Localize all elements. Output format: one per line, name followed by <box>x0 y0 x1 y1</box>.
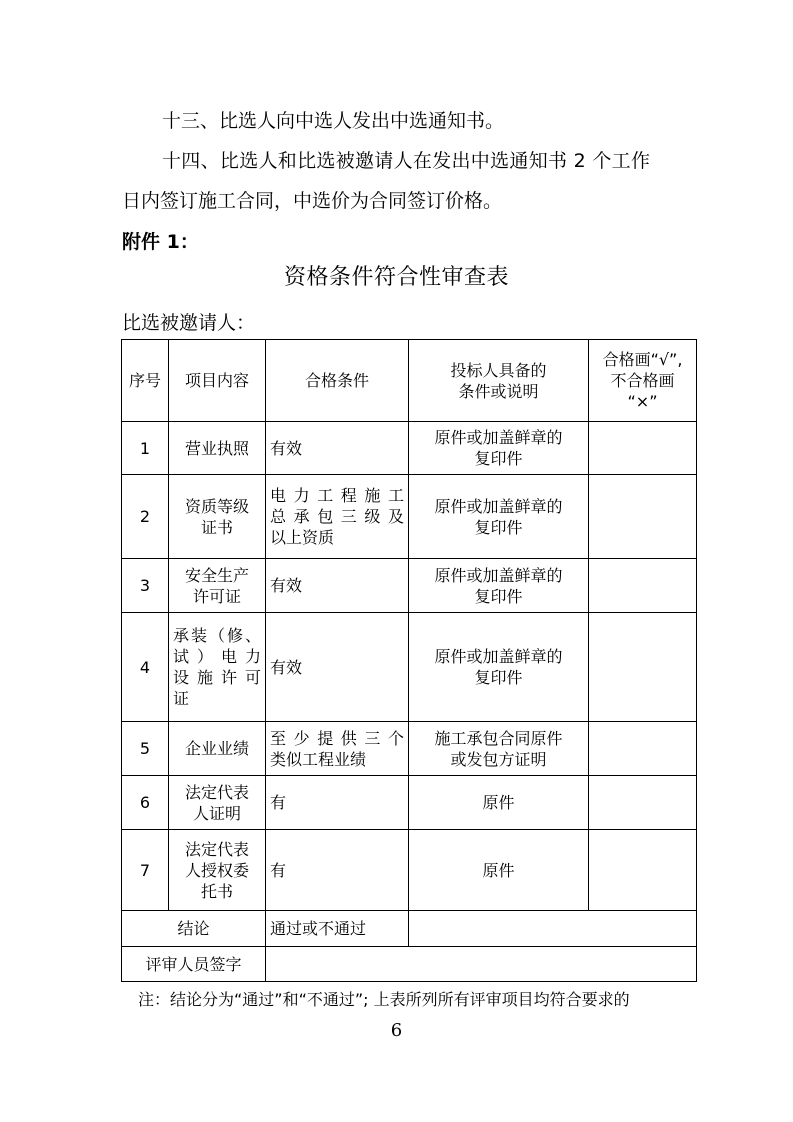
table-row: 4 承装（修、 试）电力 设施许可 证 有效 原件或加盖鲜章的 复印件 <box>122 613 697 722</box>
header-item: 项目内容 <box>169 340 266 422</box>
note-text: 注：结论分为“通过”和“不通过”; 上表所列所有评审项目均符合要求的 <box>138 990 630 1009</box>
conclusion-row <box>122 911 697 947</box>
conclusion-label: 结论 <box>122 911 266 947</box>
conclusion-input-cell[interactable] <box>409 911 697 947</box>
header-mark: 合格画“√”, 不合格画 “×” <box>589 340 697 422</box>
paragraph-item-14-line1: 十四、比选人和比选被邀请人在发出中选通知书 2 个工作 <box>162 150 651 172</box>
page-number: 6 <box>390 1020 403 1041</box>
mark-cell[interactable] <box>589 722 697 776</box>
header-bidder: 投标人具备的 条件或说明 <box>409 340 589 422</box>
reviewer-label: 评审人员签字 <box>122 947 266 982</box>
table-row: 6 法定代表 人证明 有 原件 <box>122 776 697 830</box>
mark-cell[interactable] <box>589 422 697 475</box>
header-condition: 合格条件 <box>266 340 409 422</box>
paragraph-item-13: 十三、比选人向中选人发出中选通知书。 <box>162 110 505 132</box>
mark-cell[interactable] <box>589 613 697 722</box>
table-row: 1 营业执照 有效 原件或加盖鲜章的 复印件 <box>122 422 697 475</box>
header-seq: 序号 <box>122 340 169 422</box>
table-header-row <box>122 340 697 422</box>
mark-cell[interactable] <box>589 776 697 830</box>
reviewer-signature-cell[interactable] <box>266 947 697 982</box>
mark-cell[interactable] <box>589 475 697 559</box>
conclusion-value: 通过或不通过 <box>266 911 409 947</box>
annex-label: 附件 1： <box>122 231 199 253</box>
mark-cell[interactable] <box>589 830 697 911</box>
table-row: 2 资质等级 证书 电力工程施工 总承包三级及 以上资质 原件或加盖鲜章的 复印件 <box>122 475 697 559</box>
table-row: 7 法定代表 人授权委 托书 有 原件 <box>122 830 697 911</box>
reviewer-row <box>122 947 697 982</box>
table-row: 5 企业业绩 至少提供三个 类似工程业绩 施工承包合同原件 或发包方证明 <box>122 722 697 776</box>
invitee-label: 比选被邀请人： <box>122 312 256 334</box>
paragraph-item-14-line2: 日内签订施工合同，中选价为合同签订价格。 <box>122 190 503 212</box>
qualification-review-table <box>121 339 697 982</box>
form-title: 资格条件符合性审查表 <box>283 265 509 290</box>
mark-cell[interactable] <box>589 559 697 613</box>
table-row: 3 安全生产 许可证 有效 原件或加盖鲜章的 复印件 <box>122 559 697 613</box>
